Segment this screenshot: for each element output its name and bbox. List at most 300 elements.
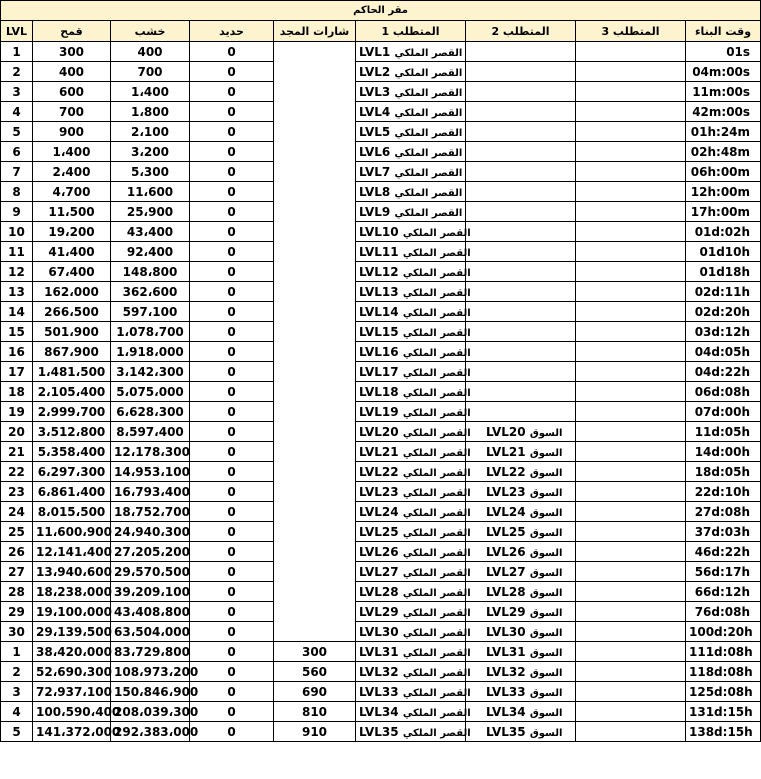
cell-badges[interactable] bbox=[274, 42, 356, 62]
cell-req3[interactable] bbox=[576, 162, 686, 182]
cell-build-time[interactable]: 131d:15h bbox=[686, 702, 761, 722]
cell-wood[interactable]: 25،900 bbox=[111, 202, 190, 222]
cell-badges[interactable] bbox=[274, 242, 356, 262]
cell-lvl[interactable]: 15 bbox=[1, 322, 33, 342]
header-time[interactable]: وقت البناء bbox=[686, 21, 761, 42]
cell-iron[interactable]: 0 bbox=[190, 62, 274, 82]
cell-req3[interactable] bbox=[576, 282, 686, 302]
cell-wood[interactable]: 43،408،800 bbox=[111, 602, 190, 622]
cell-wood[interactable]: 8،597،400 bbox=[111, 422, 190, 442]
cell-lvl[interactable]: 1 bbox=[1, 642, 33, 662]
cell-badges[interactable] bbox=[274, 542, 356, 562]
cell-req2[interactable] bbox=[466, 122, 576, 142]
cell-wheat[interactable]: 52،690،300 bbox=[33, 662, 111, 682]
cell-iron[interactable]: 0 bbox=[190, 522, 274, 542]
cell-req3[interactable] bbox=[576, 62, 686, 82]
cell-iron[interactable]: 0 bbox=[190, 402, 274, 422]
cell-build-time[interactable]: 18d:05h bbox=[686, 462, 761, 482]
cell-wood[interactable]: 11،600 bbox=[111, 182, 190, 202]
cell-req1[interactable] bbox=[356, 362, 471, 382]
cell-wheat[interactable]: 19،200 bbox=[33, 222, 111, 242]
cell-badges[interactable] bbox=[274, 402, 356, 422]
cell-req1[interactable] bbox=[356, 122, 466, 142]
cell-badges[interactable] bbox=[274, 122, 356, 142]
cell-req2[interactable] bbox=[466, 162, 576, 182]
cell-badges[interactable]: 300 bbox=[274, 642, 356, 662]
cell-badges[interactable] bbox=[274, 82, 356, 102]
cell-wood[interactable]: 3،200 bbox=[111, 142, 190, 162]
cell-req2[interactable] bbox=[466, 262, 576, 282]
cell-req3[interactable] bbox=[576, 462, 686, 482]
cell-req1[interactable] bbox=[356, 222, 471, 242]
cell-iron[interactable]: 0 bbox=[190, 422, 274, 442]
cell-badges[interactable] bbox=[274, 182, 356, 202]
cell-lvl[interactable]: 27 bbox=[1, 562, 33, 582]
cell-wheat[interactable]: 300 bbox=[33, 42, 111, 62]
cell-badges[interactable]: 810 bbox=[274, 702, 356, 722]
cell-req2[interactable] bbox=[466, 602, 576, 622]
cell-wheat[interactable]: 266،500 bbox=[33, 302, 111, 322]
cell-iron[interactable]: 0 bbox=[190, 722, 274, 742]
cell-lvl[interactable]: 4 bbox=[1, 102, 33, 122]
cell-req1[interactable] bbox=[356, 682, 471, 702]
cell-req3[interactable] bbox=[576, 402, 686, 422]
sheet-title[interactable]: مقر الحاكم bbox=[1, 1, 761, 21]
cell-req1[interactable] bbox=[356, 342, 471, 362]
cell-lvl[interactable]: 7 bbox=[1, 162, 33, 182]
cell-wood[interactable]: 362،600 bbox=[111, 282, 190, 302]
cell-wheat[interactable]: 900 bbox=[33, 122, 111, 142]
cell-req1[interactable] bbox=[356, 522, 471, 542]
cell-req2[interactable] bbox=[466, 182, 576, 202]
cell-req3[interactable] bbox=[576, 622, 686, 642]
cell-wheat[interactable]: 4،700 bbox=[33, 182, 111, 202]
cell-req2[interactable] bbox=[466, 82, 576, 102]
cell-badges[interactable] bbox=[274, 162, 356, 182]
cell-req2[interactable] bbox=[466, 542, 576, 562]
cell-badges[interactable] bbox=[274, 462, 356, 482]
cell-badges[interactable] bbox=[274, 422, 356, 442]
cell-wood[interactable]: 400 bbox=[111, 42, 190, 62]
cell-wood[interactable]: 5،075،000 bbox=[111, 382, 190, 402]
cell-lvl[interactable]: 6 bbox=[1, 142, 33, 162]
cell-wheat[interactable]: 72،937،100 bbox=[33, 682, 111, 702]
cell-req3[interactable] bbox=[576, 322, 686, 342]
cell-wood[interactable]: 16،793،400 bbox=[111, 482, 190, 502]
cell-iron[interactable]: 0 bbox=[190, 482, 274, 502]
cell-wood[interactable]: 1،918،000 bbox=[111, 342, 190, 362]
cell-wheat[interactable]: 8،015،500 bbox=[33, 502, 111, 522]
cell-iron[interactable]: 0 bbox=[190, 282, 274, 302]
cell-wood[interactable]: 597،100 bbox=[111, 302, 190, 322]
cell-lvl[interactable]: 2 bbox=[1, 62, 33, 82]
cell-build-time[interactable]: 06d:08h bbox=[686, 382, 761, 402]
cell-iron[interactable]: 0 bbox=[190, 562, 274, 582]
cell-lvl[interactable]: 1 bbox=[1, 42, 33, 62]
cell-wheat[interactable]: 38،420،000 bbox=[33, 642, 111, 662]
cell-wheat[interactable]: 2،999،700 bbox=[33, 402, 111, 422]
cell-req3[interactable] bbox=[576, 702, 686, 722]
cell-wheat[interactable]: 5،358،400 bbox=[33, 442, 111, 462]
cell-iron[interactable]: 0 bbox=[190, 542, 274, 562]
cell-build-time[interactable]: 27d:08h bbox=[686, 502, 761, 522]
cell-iron[interactable]: 0 bbox=[190, 702, 274, 722]
cell-badges[interactable] bbox=[274, 142, 356, 162]
cell-build-time[interactable]: 66d:12h bbox=[686, 582, 761, 602]
cell-wood[interactable]: 2،100 bbox=[111, 122, 190, 142]
cell-build-time[interactable]: 02d:20h bbox=[686, 302, 761, 322]
cell-req3[interactable] bbox=[576, 342, 686, 362]
cell-lvl[interactable]: 9 bbox=[1, 202, 33, 222]
cell-req2[interactable] bbox=[466, 502, 576, 522]
cell-req1[interactable] bbox=[356, 642, 471, 662]
cell-req1[interactable] bbox=[356, 242, 471, 262]
cell-iron[interactable]: 0 bbox=[190, 302, 274, 322]
cell-lvl[interactable]: 22 bbox=[1, 462, 33, 482]
cell-lvl[interactable]: 3 bbox=[1, 82, 33, 102]
cell-wheat[interactable]: 67،400 bbox=[33, 262, 111, 282]
cell-req1[interactable] bbox=[356, 102, 466, 122]
cell-req2[interactable] bbox=[466, 342, 576, 362]
cell-req2[interactable] bbox=[466, 322, 576, 342]
cell-wood[interactable]: 83،729،800 bbox=[111, 642, 190, 662]
cell-req2[interactable] bbox=[466, 202, 576, 222]
cell-req2[interactable] bbox=[466, 142, 576, 162]
cell-req1[interactable] bbox=[356, 262, 471, 282]
cell-req2[interactable] bbox=[466, 102, 576, 122]
cell-build-time[interactable]: 07d:00h bbox=[686, 402, 761, 422]
cell-req2[interactable] bbox=[466, 462, 576, 482]
cell-lvl[interactable]: 25 bbox=[1, 522, 33, 542]
cell-lvl[interactable]: 21 bbox=[1, 442, 33, 462]
cell-wood[interactable]: 108،973،200 bbox=[111, 662, 190, 682]
cell-req2[interactable] bbox=[466, 422, 576, 442]
cell-badges[interactable] bbox=[274, 302, 356, 322]
cell-wheat[interactable]: 2،400 bbox=[33, 162, 111, 182]
cell-req3[interactable] bbox=[576, 202, 686, 222]
cell-req3[interactable] bbox=[576, 182, 686, 202]
cell-req3[interactable] bbox=[576, 302, 686, 322]
cell-req1[interactable] bbox=[356, 62, 466, 82]
cell-badges[interactable] bbox=[274, 342, 356, 362]
cell-wood[interactable]: 6،628،300 bbox=[111, 402, 190, 422]
cell-wheat[interactable]: 11،500 bbox=[33, 202, 111, 222]
cell-lvl[interactable]: 4 bbox=[1, 702, 33, 722]
cell-req3[interactable] bbox=[576, 362, 686, 382]
cell-req1[interactable] bbox=[356, 422, 471, 442]
cell-req3[interactable] bbox=[576, 722, 686, 742]
cell-wood[interactable]: 208،039،300 bbox=[111, 702, 190, 722]
cell-lvl[interactable]: 28 bbox=[1, 582, 33, 602]
cell-req2[interactable] bbox=[466, 682, 576, 702]
cell-iron[interactable]: 0 bbox=[190, 182, 274, 202]
cell-wood[interactable]: 1،400 bbox=[111, 82, 190, 102]
cell-lvl[interactable]: 29 bbox=[1, 602, 33, 622]
cell-wood[interactable]: 12،178،300 bbox=[111, 442, 190, 462]
cell-lvl[interactable]: 30 bbox=[1, 622, 33, 642]
cell-req3[interactable] bbox=[576, 42, 686, 62]
cell-req2[interactable] bbox=[466, 242, 576, 262]
header-req2[interactable]: المتطلب 2 bbox=[466, 21, 576, 42]
cell-req1[interactable] bbox=[356, 162, 466, 182]
cell-lvl[interactable]: 12 bbox=[1, 262, 33, 282]
cell-badges[interactable] bbox=[274, 622, 356, 642]
cell-lvl[interactable]: 23 bbox=[1, 482, 33, 502]
cell-iron[interactable]: 0 bbox=[190, 582, 274, 602]
header-req1[interactable]: المتطلب 1 bbox=[356, 21, 466, 42]
cell-req2[interactable] bbox=[466, 302, 576, 322]
cell-wheat[interactable]: 100،590،400 bbox=[33, 702, 111, 722]
cell-wood[interactable]: 63،504،000 bbox=[111, 622, 190, 642]
cell-req1[interactable] bbox=[356, 582, 471, 602]
cell-badges[interactable] bbox=[274, 522, 356, 542]
cell-req1[interactable] bbox=[356, 142, 466, 162]
cell-req2[interactable] bbox=[466, 642, 576, 662]
cell-wheat[interactable]: 18،238،000 bbox=[33, 582, 111, 602]
header-iron[interactable]: حديد bbox=[190, 21, 274, 42]
cell-badges[interactable] bbox=[274, 562, 356, 582]
cell-wheat[interactable]: 41،400 bbox=[33, 242, 111, 262]
cell-lvl[interactable]: 5 bbox=[1, 122, 33, 142]
cell-badges[interactable] bbox=[274, 222, 356, 242]
cell-lvl[interactable]: 17 bbox=[1, 362, 33, 382]
cell-badges[interactable] bbox=[274, 202, 356, 222]
cell-req1[interactable] bbox=[356, 402, 471, 422]
cell-req3[interactable] bbox=[576, 442, 686, 462]
cell-badges[interactable] bbox=[274, 602, 356, 622]
cell-req2[interactable] bbox=[466, 562, 576, 582]
cell-wheat[interactable]: 6،297،300 bbox=[33, 462, 111, 482]
cell-req1[interactable] bbox=[356, 202, 466, 222]
cell-wheat[interactable]: 400 bbox=[33, 62, 111, 82]
cell-iron[interactable]: 0 bbox=[190, 502, 274, 522]
cell-badges[interactable] bbox=[274, 582, 356, 602]
cell-req1[interactable] bbox=[356, 702, 471, 722]
cell-req2[interactable] bbox=[466, 442, 576, 462]
header-wood[interactable]: خشب bbox=[111, 21, 190, 42]
cell-req3[interactable] bbox=[576, 242, 686, 262]
cell-req1[interactable] bbox=[356, 562, 471, 582]
cell-wood[interactable]: 5،300 bbox=[111, 162, 190, 182]
cell-wheat[interactable]: 501،900 bbox=[33, 322, 111, 342]
cell-build-time[interactable]: 04m:00s bbox=[686, 62, 761, 82]
cell-iron[interactable]: 0 bbox=[190, 42, 274, 62]
cell-lvl[interactable]: 20 bbox=[1, 422, 33, 442]
cell-req3[interactable] bbox=[576, 142, 686, 162]
cell-req1[interactable] bbox=[356, 622, 471, 642]
cell-wood[interactable]: 150،846،900 bbox=[111, 682, 190, 702]
cell-req1[interactable] bbox=[356, 322, 471, 342]
cell-iron[interactable]: 0 bbox=[190, 662, 274, 682]
cell-build-time[interactable]: 14d:00h bbox=[686, 442, 761, 462]
cell-req1[interactable] bbox=[356, 482, 471, 502]
cell-wheat[interactable]: 13،940،600 bbox=[33, 562, 111, 582]
cell-req2[interactable] bbox=[466, 582, 576, 602]
cell-wood[interactable]: 27،205،200 bbox=[111, 542, 190, 562]
cell-badges[interactable] bbox=[274, 322, 356, 342]
cell-lvl[interactable]: 18 bbox=[1, 382, 33, 402]
cell-req2[interactable] bbox=[466, 722, 576, 742]
cell-iron[interactable]: 0 bbox=[190, 142, 274, 162]
cell-iron[interactable]: 0 bbox=[190, 122, 274, 142]
cell-iron[interactable]: 0 bbox=[190, 642, 274, 662]
cell-wheat[interactable]: 162،000 bbox=[33, 282, 111, 302]
cell-req2[interactable] bbox=[466, 222, 576, 242]
cell-req3[interactable] bbox=[576, 222, 686, 242]
cell-iron[interactable]: 0 bbox=[190, 462, 274, 482]
cell-req3[interactable] bbox=[576, 682, 686, 702]
cell-build-time[interactable]: 01d:02h bbox=[686, 222, 761, 242]
cell-build-time[interactable]: 138d:15h bbox=[686, 722, 761, 742]
cell-req3[interactable] bbox=[576, 122, 686, 142]
cell-badges[interactable] bbox=[274, 62, 356, 82]
cell-iron[interactable]: 0 bbox=[190, 602, 274, 622]
cell-build-time[interactable]: 01h:24m bbox=[686, 122, 761, 142]
cell-build-time[interactable]: 118d:08h bbox=[686, 662, 761, 682]
cell-build-time[interactable]: 06h:00m bbox=[686, 162, 761, 182]
cell-iron[interactable]: 0 bbox=[190, 82, 274, 102]
cell-req1[interactable] bbox=[356, 82, 466, 102]
cell-req3[interactable] bbox=[576, 642, 686, 662]
cell-req1[interactable] bbox=[356, 462, 471, 482]
cell-req3[interactable] bbox=[576, 422, 686, 442]
cell-iron[interactable]: 0 bbox=[190, 102, 274, 122]
cell-req3[interactable] bbox=[576, 102, 686, 122]
cell-wood[interactable]: 39،209،100 bbox=[111, 582, 190, 602]
cell-wheat[interactable]: 600 bbox=[33, 82, 111, 102]
cell-req2[interactable] bbox=[466, 362, 576, 382]
cell-badges[interactable] bbox=[274, 282, 356, 302]
cell-badges[interactable] bbox=[274, 362, 356, 382]
cell-build-time[interactable]: 125d:08h bbox=[686, 682, 761, 702]
cell-build-time[interactable]: 17h:00m bbox=[686, 202, 761, 222]
cell-req3[interactable] bbox=[576, 562, 686, 582]
cell-wheat[interactable]: 19،100،000 bbox=[33, 602, 111, 622]
cell-build-time[interactable]: 11d:05h bbox=[686, 422, 761, 442]
cell-wheat[interactable]: 1،481،500 bbox=[33, 362, 111, 382]
cell-req3[interactable] bbox=[576, 582, 686, 602]
cell-req2[interactable] bbox=[466, 702, 576, 722]
cell-req1[interactable] bbox=[356, 542, 471, 562]
cell-wheat[interactable]: 29،139،500 bbox=[33, 622, 111, 642]
cell-wood[interactable]: 148،800 bbox=[111, 262, 190, 282]
cell-build-time[interactable]: 02h:48m bbox=[686, 142, 761, 162]
cell-wheat[interactable]: 3،512،800 bbox=[33, 422, 111, 442]
cell-wood[interactable]: 1،078،700 bbox=[111, 322, 190, 342]
cell-lvl[interactable]: 5 bbox=[1, 722, 33, 742]
header-badges[interactable]: شارات المجد bbox=[274, 21, 356, 42]
cell-req1[interactable] bbox=[356, 602, 471, 622]
cell-build-time[interactable]: 02d:11h bbox=[686, 282, 761, 302]
cell-req3[interactable] bbox=[576, 522, 686, 542]
cell-req1[interactable] bbox=[356, 722, 471, 742]
cell-req3[interactable] bbox=[576, 482, 686, 502]
cell-lvl[interactable]: 26 bbox=[1, 542, 33, 562]
cell-build-time[interactable]: 11m:00s bbox=[686, 82, 761, 102]
cell-build-time[interactable]: 04d:05h bbox=[686, 342, 761, 362]
cell-wood[interactable]: 18،752،700 bbox=[111, 502, 190, 522]
cell-req2[interactable] bbox=[466, 42, 576, 62]
cell-req2[interactable] bbox=[466, 662, 576, 682]
cell-wood[interactable]: 29،570،500 bbox=[111, 562, 190, 582]
cell-lvl[interactable]: 13 bbox=[1, 282, 33, 302]
header-req3[interactable]: المتطلب 3 bbox=[576, 21, 686, 42]
cell-wheat[interactable]: 12،141،400 bbox=[33, 542, 111, 562]
cell-build-time[interactable]: 12h:00m bbox=[686, 182, 761, 202]
cell-req1[interactable] bbox=[356, 382, 471, 402]
cell-req1[interactable] bbox=[356, 42, 466, 62]
cell-wheat[interactable]: 700 bbox=[33, 102, 111, 122]
cell-lvl[interactable]: 10 bbox=[1, 222, 33, 242]
cell-wheat[interactable]: 11،600،900 bbox=[33, 522, 111, 542]
cell-badges[interactable]: 910 bbox=[274, 722, 356, 742]
cell-badges[interactable]: 690 bbox=[274, 682, 356, 702]
cell-lvl[interactable]: 2 bbox=[1, 662, 33, 682]
cell-lvl[interactable]: 19 bbox=[1, 402, 33, 422]
cell-build-time[interactable]: 76d:08h bbox=[686, 602, 761, 622]
cell-badges[interactable] bbox=[274, 382, 356, 402]
cell-req2[interactable] bbox=[466, 282, 576, 302]
cell-req3[interactable] bbox=[576, 542, 686, 562]
cell-req1[interactable] bbox=[356, 182, 466, 202]
cell-wood[interactable]: 14،953،100 bbox=[111, 462, 190, 482]
cell-wood[interactable]: 24،940،300 bbox=[111, 522, 190, 542]
header-wheat[interactable]: قمح bbox=[33, 21, 111, 42]
cell-build-time[interactable]: 01d18h bbox=[686, 262, 761, 282]
cell-badges[interactable] bbox=[274, 262, 356, 282]
cell-wood[interactable]: 43،400 bbox=[111, 222, 190, 242]
cell-req2[interactable] bbox=[466, 522, 576, 542]
cell-iron[interactable]: 0 bbox=[190, 342, 274, 362]
cell-wheat[interactable]: 6،861،400 bbox=[33, 482, 111, 502]
cell-lvl[interactable]: 24 bbox=[1, 502, 33, 522]
cell-req1[interactable] bbox=[356, 442, 471, 462]
cell-badges[interactable] bbox=[274, 482, 356, 502]
cell-badges[interactable]: 560 bbox=[274, 662, 356, 682]
cell-build-time[interactable]: 01d10h bbox=[686, 242, 761, 262]
cell-req1[interactable] bbox=[356, 282, 471, 302]
cell-lvl[interactable]: 11 bbox=[1, 242, 33, 262]
cell-req2[interactable] bbox=[466, 382, 576, 402]
cell-iron[interactable]: 0 bbox=[190, 622, 274, 642]
cell-build-time[interactable]: 22d:10h bbox=[686, 482, 761, 502]
cell-iron[interactable]: 0 bbox=[190, 202, 274, 222]
cell-req1[interactable] bbox=[356, 302, 471, 322]
cell-req3[interactable] bbox=[576, 602, 686, 622]
cell-req3[interactable] bbox=[576, 382, 686, 402]
cell-wheat[interactable]: 2،105،400 bbox=[33, 382, 111, 402]
cell-wood[interactable]: 3،142،300 bbox=[111, 362, 190, 382]
cell-iron[interactable]: 0 bbox=[190, 442, 274, 462]
cell-iron[interactable]: 0 bbox=[190, 322, 274, 342]
cell-req3[interactable] bbox=[576, 502, 686, 522]
cell-lvl[interactable]: 8 bbox=[1, 182, 33, 202]
cell-wheat[interactable]: 141،372،000 bbox=[33, 722, 111, 742]
cell-iron[interactable]: 0 bbox=[190, 382, 274, 402]
cell-wheat[interactable]: 1،400 bbox=[33, 142, 111, 162]
cell-badges[interactable] bbox=[274, 102, 356, 122]
cell-req3[interactable] bbox=[576, 82, 686, 102]
cell-build-time[interactable]: 04d:22h bbox=[686, 362, 761, 382]
cell-build-time[interactable]: 37d:03h bbox=[686, 522, 761, 542]
cell-build-time[interactable]: 56d:17h bbox=[686, 562, 761, 582]
cell-build-time[interactable]: 42m:00s bbox=[686, 102, 761, 122]
cell-build-time[interactable]: 46d:22h bbox=[686, 542, 761, 562]
cell-req1[interactable] bbox=[356, 502, 471, 522]
cell-iron[interactable]: 0 bbox=[190, 262, 274, 282]
cell-wood[interactable]: 292،383،000 bbox=[111, 722, 190, 742]
cell-wood[interactable]: 1،800 bbox=[111, 102, 190, 122]
